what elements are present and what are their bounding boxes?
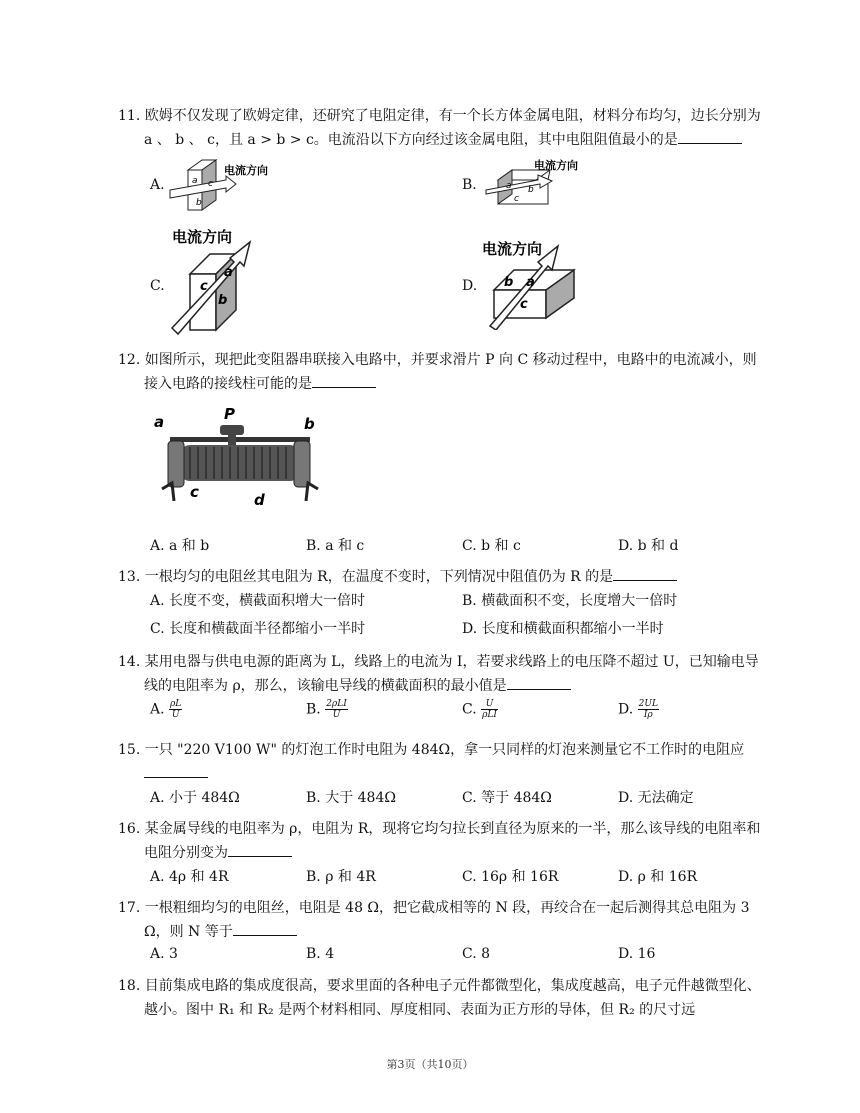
q17-option-c[interactable]: C. 8 <box>462 946 491 962</box>
q16-option-b[interactable]: B. ρ 和 4R <box>306 869 376 885</box>
svg-text:b: b <box>196 198 202 208</box>
question-14-text: 14. 某用电器与供电电源的距离为 L，线路上的电流为 I，若要求线路上的电压降不超过 U，已知输电导线的电阻率为 ρ，那么，该输电导线的横截面积的最小值是 <box>118 654 759 694</box>
q16-option-c[interactable]: C. 16ρ 和 16R <box>462 869 559 885</box>
answer-blank[interactable] <box>613 566 677 581</box>
question-16-text: 16. 某金属导线的电阻率为 ρ，电阻为 R，现将它均匀拉长到直径为原来的一半，那么该导线的电阻率和电阻分别变为 <box>118 821 761 861</box>
question-17 <box>118 896 768 944</box>
q16-option-d[interactable]: D. ρ 和 16R <box>618 869 698 885</box>
q17-option-a[interactable]: A. 3 <box>150 946 178 962</box>
current-direction-label: 电流方向 <box>224 164 268 177</box>
question-15-text: 15. 一只 "220 V100 W" 的灯泡工作时电阻为 484Ω，拿一只同样的灯泡来测量它不工作时的电阻应 <box>118 742 745 758</box>
q16-option-a[interactable]: A. 4ρ 和 4R <box>150 869 229 885</box>
svg-text:c: c <box>514 194 519 204</box>
svg-text:a: a <box>224 265 233 280</box>
svg-text:a: a <box>154 413 165 431</box>
question-18-text: 18. 目前集成电路的集成度很高，要求里面的各种电子元件都微型化，集成度越高，电子元件越微型化、越小。图中 R₁ 和 R₂ 是两个材料相同、厚度相同、表面为正方形的导体，但 R₂ 的尺寸远 <box>118 978 761 1018</box>
q11-figure-c <box>168 224 288 340</box>
question-15 <box>118 738 768 786</box>
q12-option-a[interactable]: A. a 和 b <box>150 538 210 554</box>
q11-option-c-label: C. <box>150 278 165 294</box>
svg-text:b: b <box>528 185 534 195</box>
q17-option-d[interactable]: D. 16 <box>618 946 656 962</box>
q14-option-d[interactable]: D. $\frac{2UL}{I\rho}$ <box>618 699 658 720</box>
q11-figure-a <box>168 156 288 214</box>
svg-text:a: a <box>192 176 198 186</box>
answer-blank[interactable] <box>144 763 208 778</box>
answer-blank[interactable] <box>312 373 376 388</box>
question-12 <box>118 348 768 396</box>
q13-option-b[interactable]: B. 横截面积不变，长度增大一倍时 <box>462 593 678 609</box>
svg-text:d: d <box>254 491 265 509</box>
question-17-text: 17. 一根粗细均匀的电阻丝，电阻是 48 Ω，把它截成相等的 N 段，再绞合在一起后测得其总电阻为 3 Ω，则 N 等于 <box>118 900 750 940</box>
q11-figure-d <box>478 230 598 330</box>
fraction: $\frac{\text{2ρLI}}{U}$ <box>326 699 347 720</box>
question-12-text: 12. 如图所示，现把此变阻器串联接入电路中，并要求滑片 P 向 C 移动过程中，电路中的电流减小，则接入电路的接线柱可能的是 <box>118 352 757 392</box>
question-11-text: 11. 欧姆不仅发现了欧姆定律，还研究了电阻定律，有一个长方体金属电阻，材料分布均匀，边长分别为 a 、 b 、 c，且 a > b > c。电流沿以下方向经过该金属电阻，其中电阻阻值最小的是 <box>118 108 761 148</box>
q11-figure-b <box>478 156 598 214</box>
rheostat-figure <box>150 405 330 515</box>
q15-option-a[interactable]: A. 小于 484Ω <box>150 790 240 806</box>
answer-blank[interactable] <box>678 129 742 144</box>
svg-text:a: a <box>506 181 512 191</box>
svg-text:c: c <box>208 179 213 189</box>
question-13 <box>118 565 768 589</box>
q17-option-b[interactable]: B. 4 <box>306 946 335 962</box>
page-footer: 第3页（共10页） <box>386 1058 474 1071</box>
svg-text:b: b <box>304 415 315 433</box>
question-14 <box>118 650 768 698</box>
q13-option-d[interactable]: D. 长度和横截面积都缩小一半时 <box>462 621 664 637</box>
q14-option-a[interactable]: A. $\frac{\rho L}{U}$ <box>150 699 182 720</box>
q14-option-b[interactable]: B. $\frac{\text{2ρLI}}{U}$ <box>306 699 347 720</box>
q15-option-c[interactable]: C. 等于 484Ω <box>462 790 552 806</box>
svg-text:电流方向: 电流方向 <box>534 159 578 172</box>
question-13-text: 13. 一根均匀的电阻丝其电阻为 R，在温度不变时，下列情况中阻值仍为 R 的是 <box>118 569 614 585</box>
svg-text:c: c <box>200 279 208 294</box>
svg-text:c: c <box>190 483 199 501</box>
fraction: $\frac{U}{\text{ρLI}}$ <box>482 699 497 720</box>
answer-blank[interactable] <box>233 921 297 936</box>
question-11 <box>118 104 768 152</box>
svg-text:c: c <box>520 297 528 312</box>
answer-blank[interactable] <box>507 675 571 690</box>
question-18 <box>118 974 768 1022</box>
q11-option-b-label: B. <box>462 177 477 193</box>
q11-option-d-label: D. <box>462 278 478 294</box>
fraction: $\frac{\rho L}{U}$ <box>170 699 182 720</box>
svg-text:b: b <box>504 275 514 290</box>
svg-text:P: P <box>224 405 235 423</box>
svg-text:电流方向: 电流方向 <box>482 240 543 258</box>
answer-blank[interactable] <box>228 842 292 857</box>
fraction: $\frac{2UL}{I\rho}$ <box>638 699 658 720</box>
q12-option-b[interactable]: B. a 和 c <box>306 538 365 554</box>
svg-text:b: b <box>218 293 228 308</box>
svg-text:电流方向: 电流方向 <box>172 228 233 246</box>
q12-option-c[interactable]: C. b 和 c <box>462 538 521 554</box>
q15-option-b[interactable]: B. 大于 484Ω <box>306 790 396 806</box>
q15-option-d[interactable]: D. 无法确定 <box>618 790 694 806</box>
q13-option-a[interactable]: A. 长度不变，横截面积增大一倍时 <box>150 593 366 609</box>
question-16 <box>118 817 768 865</box>
svg-text:a: a <box>526 275 535 290</box>
q14-option-c[interactable]: C. $\frac{U}{\text{ρLI}}$ <box>462 699 497 720</box>
q13-option-c[interactable]: C. 长度和横截面半径都缩小一半时 <box>150 621 366 637</box>
q12-option-d[interactable]: D. b 和 d <box>618 538 679 554</box>
q11-option-a-label: A. <box>150 177 165 193</box>
